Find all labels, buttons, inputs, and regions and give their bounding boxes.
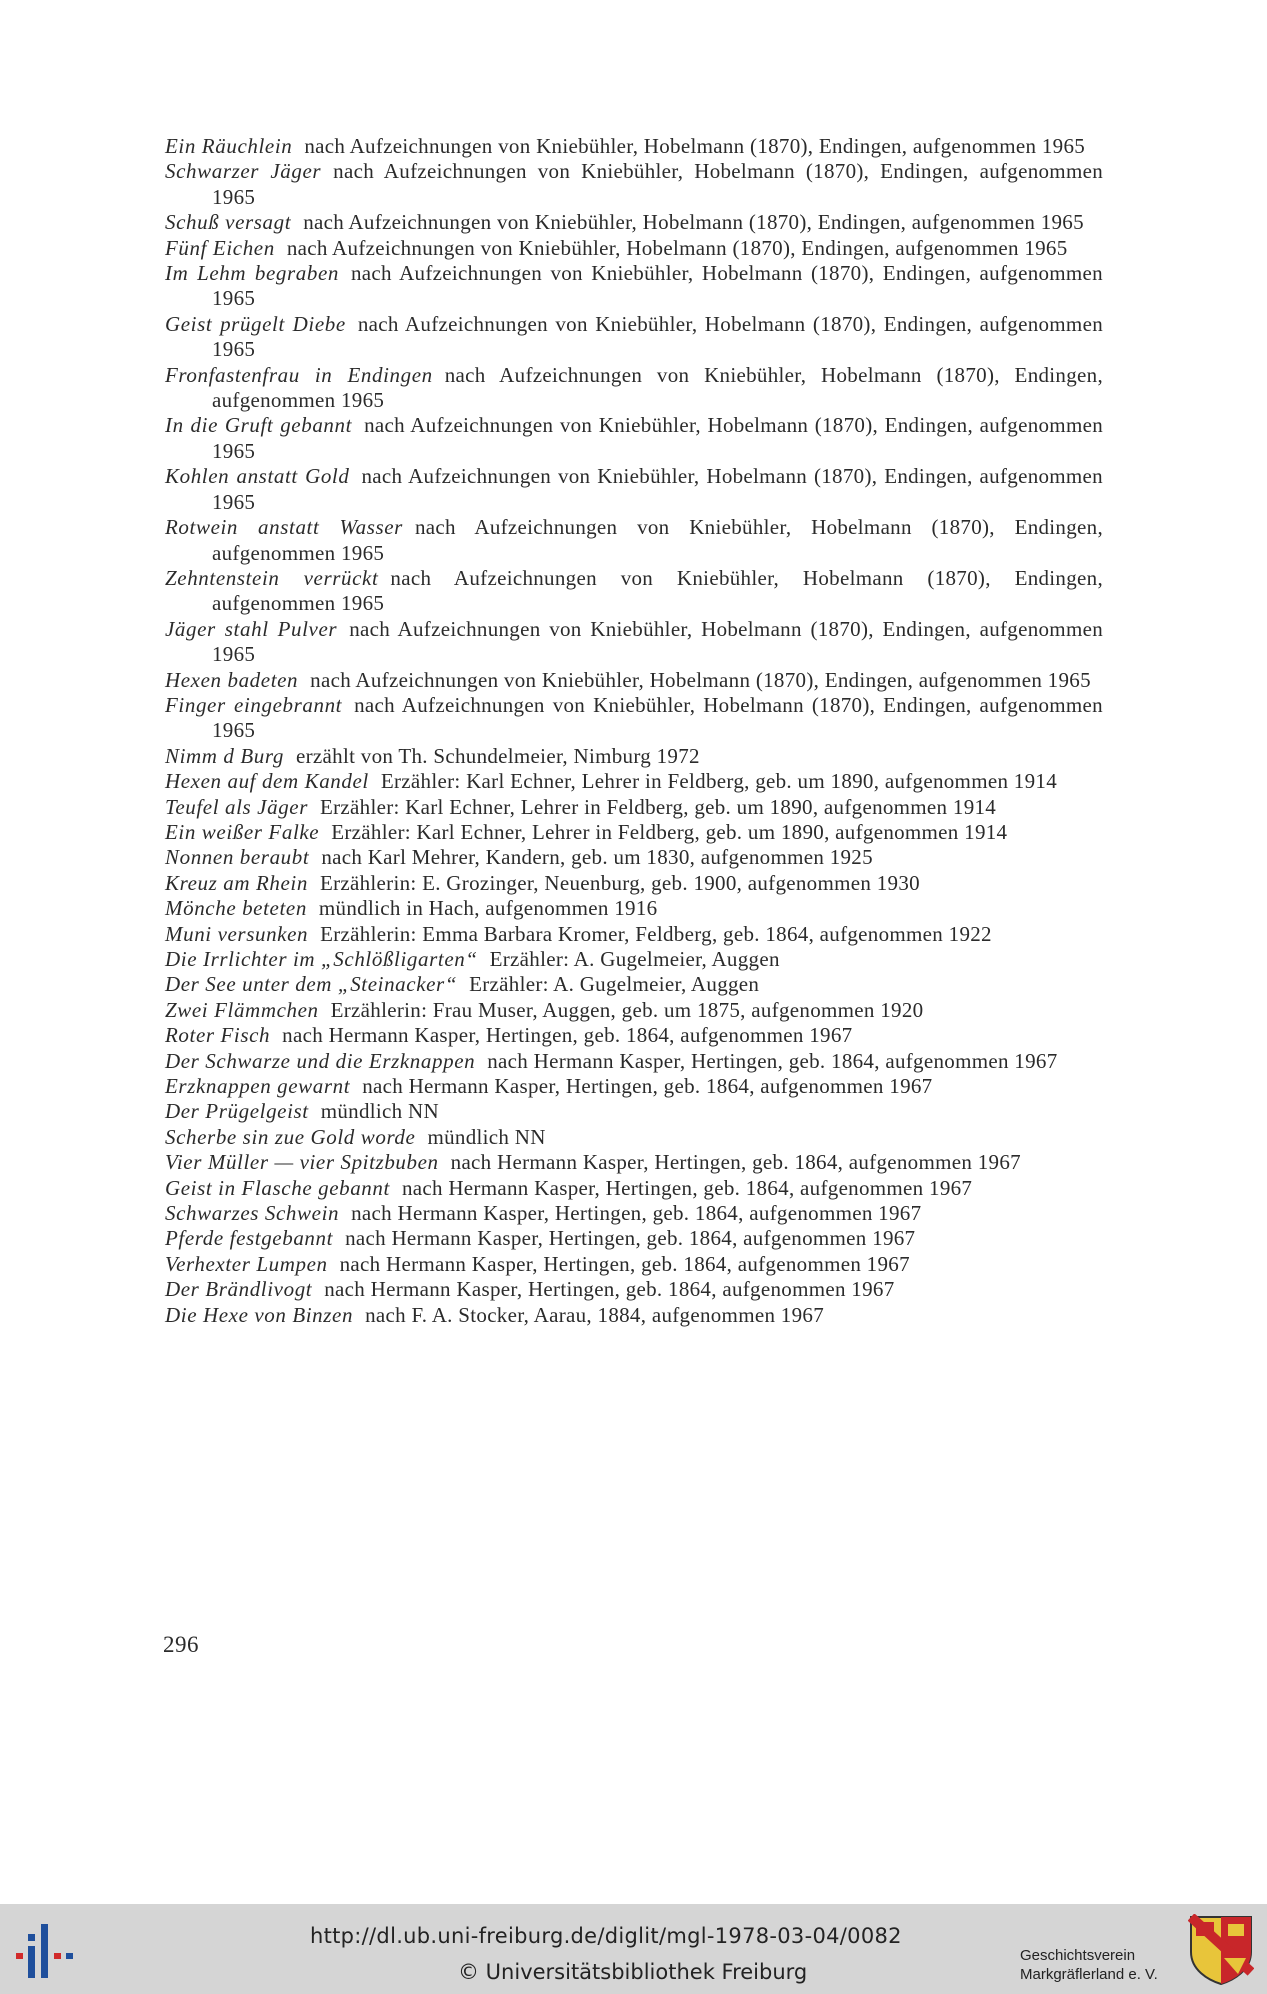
- entry-source: Erzähler: Karl Echner, Lehrer in Feldberg, geb. um 1890, aufgenommen 1914: [331, 819, 1008, 844]
- source-entry: [165, 1201, 1103, 1226]
- entry-source: nach Aufzeichnungen von Kniebühler, Hobelmann (1870), Endingen, aufgenommen 1965: [212, 413, 1103, 463]
- entry-source: nach Aufzeichnungen von Kniebühler, Hobelmann (1870), Endingen, aufgenommen 1965: [212, 616, 1103, 667]
- entry-source: nach Aufzeichnungen von Kniebühler, Hobelmann (1870), Endingen, aufgenommen 1965: [212, 159, 1103, 209]
- entry-title: Roter Fisch: [165, 1023, 271, 1048]
- entry-source: nach Hermann Kasper, Hertingen, geb. 1864, aufgenommen 1967: [282, 1023, 853, 1048]
- entry-title: Die Irrlichter im „Schlößligarten“: [165, 947, 478, 971]
- source-entry: [165, 1252, 1103, 1277]
- source-entry: [165, 1023, 1103, 1048]
- source-entry: [165, 845, 1103, 870]
- entry-title: Zehntenstein verrückt: [165, 565, 379, 590]
- entry-title: Teufel als Jäger: [165, 794, 308, 819]
- entry-title: Schwarzes Schwein: [165, 1201, 340, 1226]
- entry-title: Geist prügelt Diebe: [165, 311, 346, 336]
- entry-source: Erzählerin: E. Grozinger, Neuenburg, geb. 1900, aufgenommen 1930: [319, 870, 920, 895]
- entry-source: nach Hermann Kasper, Hertingen, geb. 1864, aufgenommen 1967: [487, 1048, 1058, 1073]
- entry-source: erzählt von Th. Schundelmeier, Nimburg 1972: [296, 743, 700, 768]
- entry-source: nach Hermann Kasper, Hertingen, geb. 1864, aufgenommen 1967: [450, 1150, 1021, 1175]
- entry-source: nach Aufzeichnungen von Kniebühler, Hobelmann (1870), Endingen, aufgenommen 1965: [303, 210, 1084, 235]
- source-entry: [165, 617, 1103, 668]
- source-entry: [165, 1176, 1103, 1201]
- entry-source: nach F. A. Stocker, Aarau, 1884, aufgenommen 1967: [365, 1302, 824, 1327]
- entry-title: Mönche beteten: [165, 896, 307, 921]
- source-entry: [165, 261, 1103, 312]
- source-entry: [165, 668, 1103, 693]
- source-entry: [165, 769, 1103, 794]
- entry-source: Erzähler: Karl Echner, Lehrer in Feldberg, geb. um 1890, aufgenommen 1914: [319, 794, 997, 819]
- entry-source: nach Aufzeichnungen von Kniebühler, Hobelmann (1870), Endingen, aufgenommen 1965: [212, 261, 1103, 311]
- entry-title: Rotwein anstatt Wasser: [165, 515, 403, 540]
- entry-source: nach Aufzeichnungen von Kniebühler, Hobelmann (1870), Endingen, aufgenommen 1965: [212, 311, 1103, 362]
- entry-title: Muni versunken: [165, 921, 309, 946]
- entry-source: nach Hermann Kasper, Hertingen, geb. 1864, aufgenommen 1967: [339, 1251, 910, 1276]
- entry-title: Kohlen anstatt Gold: [165, 464, 350, 489]
- entry-source: nach Aufzeichnungen von Kniebühler, Hobelmann (1870), Endingen, aufgenommen 1965: [286, 235, 1068, 260]
- entry-source: mündlich NN: [427, 1124, 546, 1149]
- source-entry: [165, 947, 1103, 972]
- source-list: [165, 134, 1103, 1328]
- society-name: [1020, 1946, 1158, 1984]
- copyright-notice: © Universitätsbibliothek Freiburg: [458, 1960, 808, 1984]
- entry-source: nach Hermann Kasper, Hertingen, geb. 1864, aufgenommen 1967: [401, 1175, 973, 1200]
- source-entry: [165, 1150, 1103, 1175]
- entry-source: nach Aufzeichnungen von Kniebühler, Hobelmann (1870), Endingen, aufgenommen 1965: [304, 134, 1086, 158]
- entry-title: Nonnen beraubt: [165, 845, 310, 870]
- entry-title: Zwei Flämmchen: [165, 997, 319, 1022]
- entry-source: nach Aufzeichnungen von Kniebühler, Hobelmann (1870), Endingen, aufgenommen 1965: [310, 667, 1091, 692]
- entry-title: Fünf Eichen: [165, 235, 275, 260]
- entry-title: Schwarzer Jäger: [165, 159, 322, 184]
- source-entry: [165, 1226, 1103, 1251]
- entry-title: Fronfastenfrau in Endingen: [165, 362, 433, 387]
- source-entry: [165, 922, 1103, 947]
- entry-title: Finger eingebrannt: [165, 692, 343, 717]
- source-entry: [165, 1099, 1103, 1124]
- source-entry: [165, 515, 1103, 566]
- entry-title: Jäger stahl Pulver: [165, 616, 338, 641]
- source-entry: [165, 1049, 1103, 1074]
- entry-source: nach Aufzeichnungen von Kniebühler, Hobelmann (1870), Endingen, aufgenommen 1965: [212, 565, 1103, 616]
- source-entry: [165, 566, 1103, 617]
- entry-source: nach Aufzeichnungen von Kniebühler, Hobelmann (1870), Endingen, aufgenommen 1965: [212, 692, 1103, 743]
- entry-title: Der Prügelgeist: [165, 1099, 309, 1124]
- source-entry: [165, 1074, 1103, 1099]
- entry-title: Der See unter dem „Steinacker“: [165, 972, 458, 997]
- entry-source: mündlich NN: [320, 1099, 439, 1124]
- source-entry: [165, 413, 1103, 464]
- entry-source: nach Hermann Kasper, Hertingen, geb. 1864, aufgenommen 1967: [351, 1201, 922, 1226]
- entry-source: nach Hermann Kasper, Hertingen, geb. 1864, aufgenommen 1967: [362, 1074, 933, 1099]
- source-entry: [165, 134, 1103, 159]
- entry-title: Erzknappen gewarnt: [165, 1074, 351, 1099]
- entry-source: nach Aufzeichnungen von Kniebühler, Hobelmann (1870), Endingen, aufgenommen 1965: [212, 362, 1103, 413]
- entry-title: Ein Räuchlein: [165, 134, 293, 158]
- source-entry: [165, 236, 1103, 261]
- entry-source: nach Aufzeichnungen von Kniebühler, Hobelmann (1870), Endingen, aufgenommen 1965: [212, 515, 1104, 565]
- ub-freiburg-logo-icon[interactable]: [14, 1920, 78, 1982]
- entry-title: Kreuz am Rhein: [165, 870, 308, 895]
- entry-title: Schuß versagt: [165, 210, 292, 235]
- source-entry: [165, 871, 1103, 896]
- source-entry: [165, 1277, 1103, 1302]
- entry-title: Scherbe sin zue Gold worde: [165, 1124, 416, 1149]
- source-entry: [165, 693, 1103, 744]
- source-entry: [165, 464, 1103, 515]
- entry-title: In die Gruft gebannt: [165, 413, 353, 438]
- source-entry: [165, 896, 1103, 921]
- society-line-1: Geschichtsverein: [1020, 1947, 1136, 1964]
- society-line-2: Markgräflerland e. V.: [1020, 1966, 1158, 1983]
- entry-title: Die Hexe von Binzen: [165, 1302, 354, 1327]
- entry-source: Erzähler: A. Gugelmeier, Auggen: [469, 972, 760, 997]
- source-entry: [165, 363, 1103, 414]
- entry-title: Ein weißer Falke: [165, 819, 320, 844]
- entry-title: Verhexter Lumpen: [165, 1251, 328, 1276]
- source-entry: [165, 744, 1103, 769]
- source-entry: [165, 820, 1103, 845]
- entry-title: Hexen badeten: [165, 667, 299, 692]
- source-entry: [165, 795, 1103, 820]
- source-entry: [165, 1125, 1103, 1150]
- source-entry: [165, 159, 1103, 210]
- permalink-link[interactable]: http://dl.ub.uni-freiburg.de/diglit/mgl-1978-03-04/0082: [310, 1924, 902, 1948]
- page-number: 296: [163, 1632, 199, 1657]
- entry-source: Erzählerin: Frau Muser, Auggen, geb. um 1875, aufgenommen 1920: [330, 997, 924, 1022]
- entry-source: nach Karl Mehrer, Kandern, geb. um 1830, aufgenommen 1925: [321, 845, 873, 870]
- entry-title: Der Brändlivogt: [165, 1277, 313, 1302]
- entry-source: mündlich in Hach, aufgenommen 1916: [318, 896, 658, 921]
- coat-of-arms-icon[interactable]: [1188, 1914, 1254, 1986]
- entry-source: nach Aufzeichnungen von Kniebühler, Hobelmann (1870), Endingen, aufgenommen 1965: [212, 464, 1103, 514]
- entry-source: nach Hermann Kasper, Hertingen, geb. 1864, aufgenommen 1967: [324, 1277, 895, 1302]
- source-entry: [165, 972, 1103, 997]
- entry-title: Nimm d Burg: [165, 743, 284, 768]
- entry-title: Pferde festgebannt: [165, 1226, 334, 1251]
- source-entry: [165, 210, 1103, 235]
- entry-title: Geist in Flasche gebannt: [165, 1175, 390, 1200]
- viewer-footer: [0, 1904, 1267, 1994]
- entry-title: Der Schwarze und die Erzknappen: [165, 1048, 476, 1073]
- source-entry: [165, 1303, 1103, 1328]
- entry-title: Im Lehm begraben: [165, 261, 339, 286]
- entry-title: Vier Müller — vier Spitzbuben: [165, 1150, 439, 1175]
- entry-source: Erzählerin: Emma Barbara Kromer, Feldberg, geb. 1864, aufgenommen 1922: [320, 921, 992, 946]
- entry-source: Erzähler: A. Gugelmeier, Auggen: [489, 947, 780, 971]
- entry-source: nach Hermann Kasper, Hertingen, geb. 1864, aufgenommen 1967: [345, 1226, 916, 1251]
- source-entry: [165, 312, 1103, 363]
- entry-source: Erzähler: Karl Echner, Lehrer in Feldberg, geb. um 1890, aufgenommen 1914: [380, 769, 1057, 794]
- source-entry: [165, 998, 1103, 1023]
- entry-title: Hexen auf dem Kandel: [165, 769, 369, 794]
